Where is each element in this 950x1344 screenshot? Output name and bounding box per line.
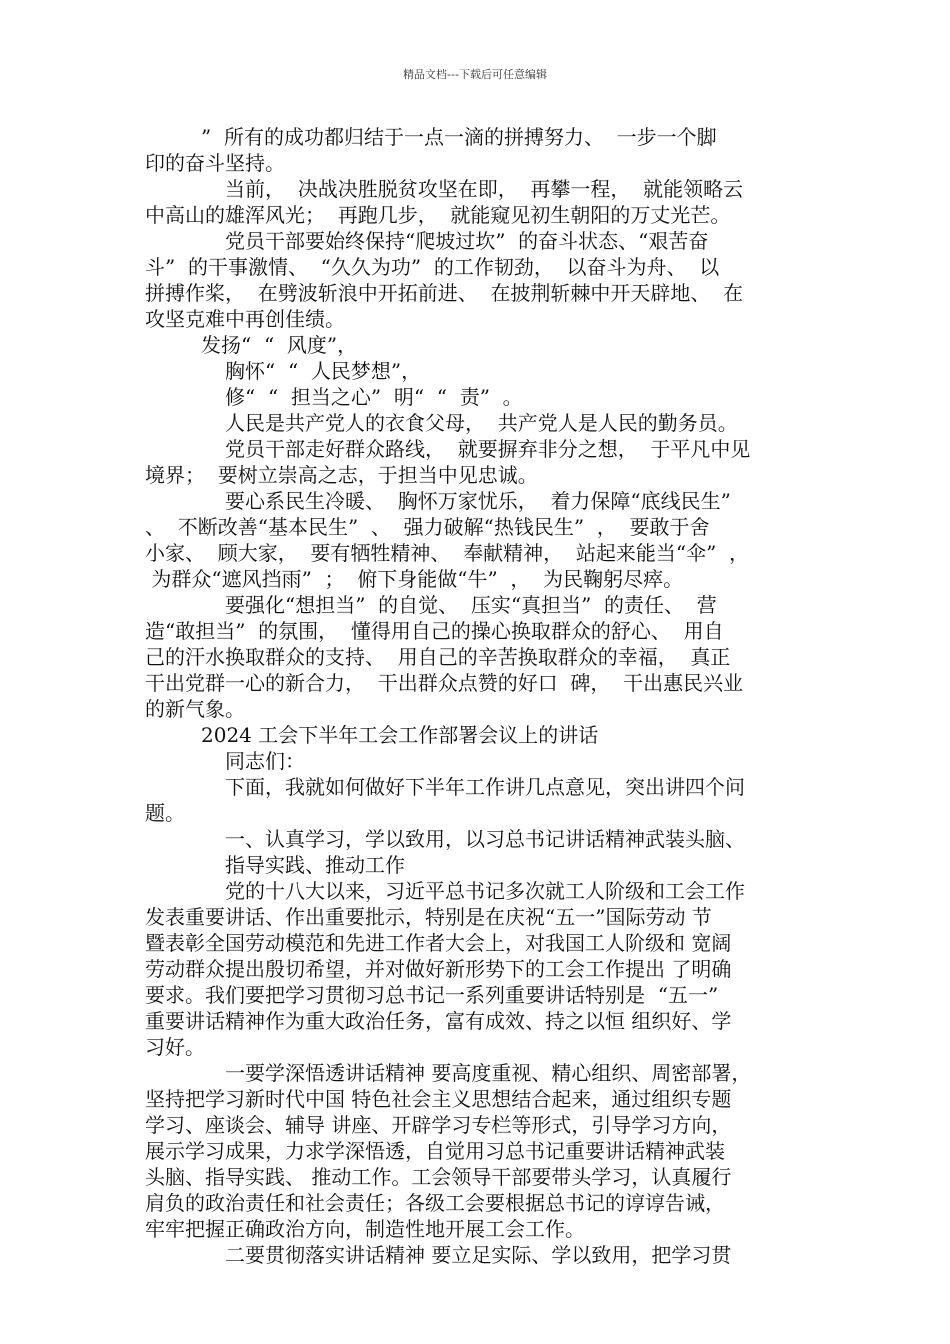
text-line: 同志们：	[225, 749, 305, 773]
text-line: 展示学习成果，力求学深悟透，自觉用习总书记重要讲话精神武装	[145, 1139, 725, 1163]
text-line: 党的十八大以来，习近平总书记多次就工人阶级和工会工作	[225, 879, 745, 903]
text-line: 干出党群一心的新合力， 干出群众点赞的好口 碑， 干出惠民兴业	[145, 671, 744, 695]
text-line: 劳动群众提出殷切希望，并对做好新形势下的工会工作提出 了明确	[145, 957, 732, 981]
text-line: 学习、座谈会、辅导 讲座、开辟学习专栏等形式，引导学习方向，	[145, 1113, 732, 1137]
text-line: 头脑、指导实践、 推动工作。工会领导干部要带头学习，认真履行	[145, 1165, 732, 1189]
text-line: 要强化“想担当” 的自觉、 压实“真担当” 的责任、 营	[225, 593, 717, 617]
text-line: 攻坚克难中再创佳绩。	[145, 307, 345, 331]
text-line: 习好。	[145, 1035, 205, 1059]
text-line: 党员干部要始终保持“爬坡过坎” 的奋斗状态、“艰苦奋	[225, 229, 709, 253]
text-line: 小家、 顾大家， 要有牺牲精神、 奉献精神， 站起来能当“伞” ，	[145, 541, 750, 565]
text-line: 一、认真学习，学以致用，以习总书记讲话精神武装头脑、	[225, 827, 745, 851]
text-line: 下面，我就如何做好下半年工作讲几点意见，突出讲四个问	[225, 775, 745, 799]
document-body	[145, 124, 825, 1268]
text-line: 党员干部走好群众路线， 就要摒弃非分之想， 于平凡中见	[225, 437, 751, 461]
text-line: 题。	[145, 801, 185, 825]
text-line: 暨表彰全国劳动模范和先进工作者大会上，对我国工人阶级和 宽阔	[145, 931, 732, 955]
text-line: 一要学深悟透讲话精神 要高度重视、精心组织、周密部署，	[225, 1061, 752, 1085]
text-line: 当前， 决战决胜脱贫攻坚在即， 再攀一程， 就能领略云	[225, 177, 744, 201]
text-line: 2024 工会下半年工会工作部署会议上的讲话	[201, 723, 599, 747]
text-line: 斗” 的干事激情、 “久久为功” 的工作韧劲， 以奋斗为舟、 以	[145, 255, 720, 279]
text-line: 坚持把学习新时代中国 特色社会主义思想结合起来，通过组织专题	[145, 1087, 732, 1111]
text-line: 牢牢把握正确政治方向，制造性地开展工会工作。	[145, 1217, 585, 1241]
text-line: 印的奋斗坚持。	[145, 151, 285, 175]
text-line: 发表重要讲话、作出重要批示，特别是在庆祝“五一”国际劳动 节	[145, 905, 712, 929]
text-line: 造“敢担当” 的氛围， 懂得用自己的操心换取群众的舒心、 用自	[145, 619, 724, 643]
text-line: 指导实践、推动工作	[225, 853, 405, 877]
text-line: 人民是共产党人的衣食父母， 共产党人是人民的勤务员。	[225, 411, 738, 435]
text-line: 二要贯彻落实讲话精神 要立足实际、学以致用，把学习贯	[225, 1243, 732, 1267]
text-line: 修“ “ 担当之心” 明“ “ 责” 。	[225, 385, 523, 409]
text-line: 为群众“遮风挡雨” ； 俯下身能做“牛” ， 为民鞠躬尽瘁。	[145, 567, 684, 591]
page-header: 精品文档---下载后可任意编辑	[403, 68, 547, 81]
text-line: 重要讲话精神作为重大政治任务，富有成效、持之以恒 组织好、学	[145, 1009, 732, 1033]
text-line: 己的汗水换取群众的支持、 用自己的辛苦换取群众的幸福， 真正	[145, 645, 731, 669]
text-line: 、 不断改善“基本民生” 、 强力破解“热钱民生” ， 要敢于舍	[145, 515, 710, 539]
text-line: 拼搏作桨， 在劈波斩浪中开拓前进、 在披荆斩棘中开天辟地、 在	[145, 281, 744, 305]
text-line: 发扬“ “ 风度”，	[201, 333, 358, 357]
text-line: 中高山的雄浑风光； 再跑几步， 就能窥见初生朝阳的万丈光芒。	[145, 203, 731, 227]
text-line: ” 所有的成功都归结于一点一滴的拼搏努力、 一步一个脚	[201, 125, 717, 149]
text-line: 胸怀“ “ 人民梦想”，	[225, 359, 422, 383]
text-line: 的新气象。	[145, 697, 245, 721]
text-line: 肩负的政治责任和社会责任；各级工会要根据总书记的谆谆告诫，	[145, 1191, 725, 1215]
text-line: 要求。我们要把学习贯彻习总书记一系列重要讲话特别是 “五一”	[145, 983, 719, 1007]
text-line: 要心系民生冷暖、 胸怀万家忧乐， 着力保障“底线民生”	[225, 489, 731, 513]
text-line: 境界； 要树立崇高之志，于担当中见忠诚。	[145, 463, 538, 487]
